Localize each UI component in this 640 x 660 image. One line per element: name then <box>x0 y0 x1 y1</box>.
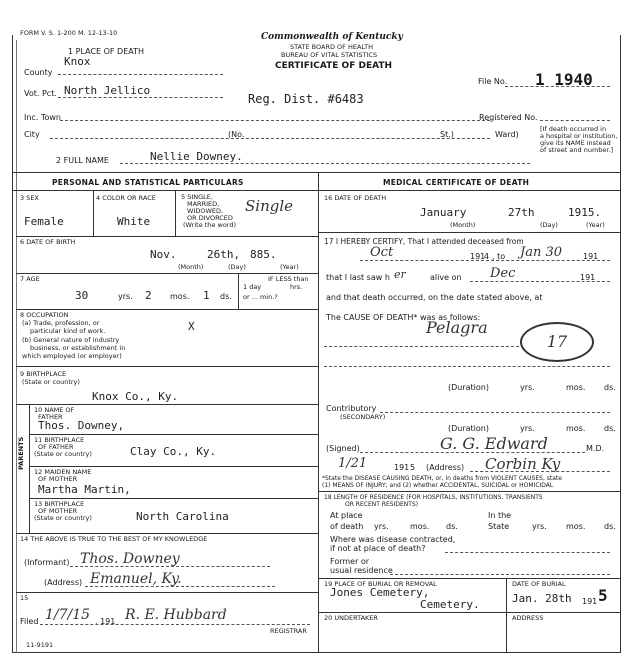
medical-address-line <box>470 471 610 472</box>
st-label: St.) <box>440 130 454 139</box>
row-rule-7 <box>29 466 318 467</box>
former-usual-2: usual residence <box>330 566 393 575</box>
signed-year: 191 <box>394 463 410 472</box>
occ-b2: business, or establishment in <box>30 344 126 352</box>
vot-prec-value: North Jellico <box>64 84 151 97</box>
right-row-rule-4 <box>318 612 620 613</box>
right-row-rule-3 <box>318 578 620 579</box>
cause-line-1 <box>324 346 519 347</box>
full-name-label: 2 FULL NAME <box>56 156 109 165</box>
cause-label: The CAUSE OF DEATH* was as follows: <box>326 313 481 322</box>
md-label: M.D. <box>586 444 605 453</box>
row-rule-6 <box>29 434 318 435</box>
row-rule-3 <box>16 309 318 310</box>
filed-line <box>40 624 310 625</box>
ward-label: Ward) <box>495 130 519 139</box>
dob-day-label: (Day) <box>228 263 246 271</box>
section-head-rule <box>12 190 621 191</box>
filed-prefix: Filed <box>20 617 39 626</box>
attended-to-year: 191 <box>583 252 599 261</box>
footnote-1: *State the DISEASE CAUSING DEATH, or, in deaths from VIOLENT CAUSES, state <box>322 475 562 482</box>
personal-section-title: PERSONAL AND STATISTICAL PARTICULARS <box>52 178 244 187</box>
marital-value: Single <box>245 197 294 215</box>
full-name-line <box>120 163 530 164</box>
city-line <box>50 138 490 139</box>
attended-from-year: 191 <box>470 252 486 261</box>
left-strip-line <box>16 40 17 653</box>
cause-circle: 17 <box>520 322 594 362</box>
duration-label-1: (Duration) <box>448 383 489 392</box>
row-rule-4 <box>16 366 318 367</box>
informant-line <box>70 566 270 567</box>
residence-label: 18 LENGTH OF RESIDENCE (FOR HOSPITALS, INSTITUTIONS, TRANSIENTS <box>324 494 543 501</box>
age-years: 30 <box>75 289 89 302</box>
dob-month: Nov. <box>150 248 177 261</box>
father-name-value: Thos. Downey, <box>38 419 125 432</box>
left-border <box>12 35 13 653</box>
burial-date-year-digit: 5 <box>598 586 608 605</box>
bottom-border <box>12 652 621 653</box>
less-than-4: or ... min.? <box>243 293 278 301</box>
res-mos-1: mos. <box>410 522 430 531</box>
birthplace-label: 9 BIRTHPLACE <box>20 370 67 378</box>
date-of-death-label: 16 DATE OF DEATH <box>324 194 387 202</box>
burial-date-value: Jan. 28th <box>512 592 572 605</box>
alive-line <box>470 281 610 282</box>
occupation-value: X <box>188 320 195 333</box>
dob-year-label: (Year) <box>280 263 299 271</box>
residence-label-2: OR RECENT RESIDENTS) <box>345 501 419 508</box>
sex-value: Female <box>24 215 64 228</box>
certify-text: 17 I HEREBY CERTIFY, That I attended deceased from <box>324 237 524 246</box>
duration-yrs-1: yrs. <box>520 383 535 392</box>
mother-name-label-1: 12 MAIDEN NAME <box>34 468 92 476</box>
at-place-label: At place <box>330 511 363 520</box>
if-not-at-place: if not at place of death? <box>330 544 426 553</box>
registrar-signature: R. E. Hubbard <box>125 607 227 623</box>
county-value: Knox <box>64 55 91 68</box>
informant-value: Thos. Downey <box>80 551 180 567</box>
father-birth-label-1: 11 BIRTHPLACE <box>34 436 85 444</box>
attended-from-digit: 4 <box>484 252 490 261</box>
bureau-title: BUREAU OF VITAL STATISTICS <box>281 51 378 59</box>
occ-b3: which employed (or employer) <box>22 352 122 360</box>
true-label: 14 THE ABOVE IS TRUE TO THE BEST OF MY KNOWLEDGE <box>20 535 208 543</box>
duration-mos-1: mos. <box>566 383 586 392</box>
secondary-label: (SECONDARY) <box>340 413 386 421</box>
cause-value: Pelagra <box>426 318 488 337</box>
informant-address-value: Emanuel, Ky. <box>90 571 182 587</box>
color-divider <box>175 190 176 236</box>
county-label: County <box>24 68 53 77</box>
father-name-label-1: 10 NAME OF <box>34 406 75 414</box>
hospital-note-2: a hospital or institution, <box>540 132 618 140</box>
age-months: 2 <box>145 289 152 302</box>
age-mos-label: mos. <box>170 292 190 301</box>
occ-a: (a) Trade, profession, or <box>22 319 100 327</box>
mother-birth-label-2: OF MOTHER <box>38 507 78 515</box>
inc-town-line <box>60 120 490 121</box>
burial-date-label: DATE OF BURIAL <box>512 580 566 588</box>
duration-ds-2: ds. <box>604 424 616 433</box>
mother-birth-label-1: 13 BIRTHPLACE <box>34 500 85 508</box>
less-than-3: hrs. <box>290 283 303 291</box>
father-birth-value: Clay Co., Ky. <box>130 445 217 458</box>
burial-value: Jones Cemetery, <box>330 586 430 599</box>
former-usual-1: Former or <box>330 557 370 566</box>
marital-label-1: 5 SINGLE, <box>181 193 213 201</box>
filed-date: 1/7/15 <box>45 607 91 623</box>
signed-year-digit: 5 <box>410 463 416 472</box>
county-line <box>58 74 223 75</box>
hospital-note-4: of street and number.] <box>540 146 614 154</box>
right-row-rule-1 <box>318 232 620 233</box>
signed-line <box>360 452 585 453</box>
right-border <box>620 35 621 653</box>
registered-no-label: Registered No. <box>479 113 538 122</box>
marital-label-2: MARRIED, <box>187 200 220 208</box>
filed-number: 15 <box>20 594 29 602</box>
birthplace-value: Knox Co., Ky. <box>92 390 179 403</box>
of-death-label: of death <box>330 522 364 531</box>
age-days: 1 <box>203 289 210 302</box>
parents-divider <box>29 404 30 534</box>
vot-prec-label: Vot. Pct. <box>24 89 57 98</box>
dob-day: 26th, <box>207 248 241 261</box>
mother-birth-label-3: (State or country) <box>34 514 92 522</box>
state-label: State <box>488 522 510 531</box>
dod-month-label: (Month) <box>450 221 476 229</box>
cause-line-2 <box>324 366 610 367</box>
burial-date-year: 191 <box>582 597 598 606</box>
hospital-note-3: give its NAME instead <box>540 139 611 147</box>
row-rule-5 <box>16 404 318 405</box>
date-of-death-month: January <box>420 206 467 219</box>
father-name-label-2: FATHER <box>38 413 63 421</box>
state-title: Commonwealth of Kentucky <box>261 32 403 42</box>
signed-value: G. G. Edward <box>440 434 548 453</box>
undertaker-label: 20 UNDERTAKER <box>324 614 378 622</box>
no-label: (No. <box>228 130 245 139</box>
alive-year: 191 <box>580 273 596 282</box>
attended-from: Oct <box>370 245 394 260</box>
res-mos-2: mos. <box>566 522 586 531</box>
parents-label: PARENTS <box>17 436 25 470</box>
duration-label-2: (Duration) <box>448 424 489 433</box>
color-value: White <box>117 215 151 228</box>
signed-date: 1/21 <box>338 456 368 471</box>
mother-name-label-2: OF MOTHER <box>38 475 78 483</box>
occ-a2: particular kind of work. <box>30 327 106 335</box>
row-rule-10 <box>16 592 318 593</box>
city-label: City <box>24 130 40 139</box>
less-than-1: IF LESS than <box>268 275 309 283</box>
contributory-line <box>380 412 610 413</box>
color-label: 4 COLOR OR RACE <box>96 194 156 202</box>
age-label: 7 AGE <box>20 275 40 283</box>
last-saw-her: er <box>394 268 406 281</box>
dob-label: 6 DATE OF BIRTH <box>20 238 76 246</box>
marital-label-4: OR DIVORCED <box>187 214 233 222</box>
age-divider <box>238 273 239 309</box>
informant-address-label: (Address) <box>44 578 83 587</box>
dob-month-label: (Month) <box>178 263 204 271</box>
mother-birth-value: North Carolina <box>136 510 229 523</box>
hospital-note-1: [If death occurred in <box>540 125 607 133</box>
footnote-2: (1) MEANS OF INJURY; and (2) whether ACCIDENTAL, SUICIDAL or HOMICIDAL <box>322 482 554 489</box>
father-birth-label-3: (State or country) <box>34 450 92 458</box>
vot-prec-line <box>58 97 223 98</box>
res-yrs-2: yrs. <box>532 522 547 531</box>
death-occurred-text: and that death occurred, on the date stated above, at <box>326 293 543 302</box>
inc-town-label: Inc. Town <box>24 113 61 122</box>
duration-yrs-2: yrs. <box>520 424 535 433</box>
place-of-death-label: 1 PLACE OF DEATH <box>68 47 145 56</box>
sex-divider <box>93 190 94 236</box>
attended-to: Jan 30 <box>520 245 563 260</box>
contracted-line <box>445 552 610 553</box>
duration-mos-2: mos. <box>566 424 586 433</box>
where-contracted: Where was disease contracted, <box>330 535 456 544</box>
registered-no-line <box>540 120 610 121</box>
section-top-rule <box>12 172 621 173</box>
row-rule-9 <box>16 533 318 534</box>
alive-on-label: alive on <box>430 273 462 282</box>
medical-section-title: MEDICAL CERTIFICATE OF DEATH <box>383 178 530 187</box>
marital-label-5: (Write the word) <box>183 221 237 229</box>
informant-label: (Informant) <box>24 558 70 567</box>
certificate-title: CERTIFICATE OF DEATH <box>275 61 393 71</box>
registrar-label: REGISTRAR <box>270 627 307 635</box>
age-ds-label: ds. <box>220 292 232 301</box>
file-no-line <box>505 86 610 87</box>
dod-year-label: (Year) <box>586 221 605 229</box>
dod-day-label: (Day) <box>540 221 558 229</box>
medical-address-value: Corbin Ky <box>485 455 561 473</box>
attended-line <box>360 260 610 261</box>
full-name-value: Nellie Downey. <box>150 150 243 163</box>
sex-label: 3 SEX <box>20 194 39 202</box>
burial-divider <box>506 578 507 652</box>
alive-on-value: Dec <box>490 266 516 281</box>
attended-to-label: , to <box>492 252 506 261</box>
signed-label: (Signed) <box>326 444 360 453</box>
file-no-value: 1 1940 <box>535 70 593 89</box>
middle-divider <box>318 172 319 652</box>
contributory-label: Contributory <box>326 404 377 413</box>
right-row-rule-2 <box>318 491 620 492</box>
father-birth-label-2: OF FATHER <box>38 443 74 451</box>
dob-year: 885. <box>250 248 277 261</box>
occupation-label: 8 OCCUPATION <box>20 311 69 319</box>
undertaker-address-label: ADDRESS <box>512 614 544 622</box>
filed-year: , 191 <box>95 617 116 626</box>
burial-value-2: Cemetery. <box>420 598 480 611</box>
row-rule-1 <box>16 236 318 237</box>
last-saw-label: that I last saw h <box>326 273 390 282</box>
res-yrs-1: yrs. <box>374 522 389 531</box>
less-than-2: 1 day <box>243 283 262 291</box>
board-title: STATE BOARD OF HEALTH <box>290 43 374 51</box>
occ-b: (b) General nature of industry <box>22 336 120 344</box>
bottom-code: 11-9191 <box>26 641 54 649</box>
age-yrs-label: yrs. <box>118 292 133 301</box>
birthplace-sub: (State or country) <box>22 378 80 386</box>
in-the-label: In the <box>488 511 512 520</box>
res-ds-2: ds. <box>604 522 616 531</box>
former-line <box>390 574 610 575</box>
file-no-label: File No. <box>478 77 508 86</box>
reg-dist: Reg. Dist. #6483 <box>248 92 364 106</box>
form-code: FORM V. S. 1-200 M. 12-13-10 <box>20 29 118 37</box>
res-ds-1: ds. <box>446 522 458 531</box>
marital-label-3: WIDOWED, <box>187 207 224 215</box>
duration-ds-1: ds. <box>604 383 616 392</box>
informant-address-line <box>85 586 275 587</box>
row-rule-2 <box>16 273 318 274</box>
medical-address-label: (Address) <box>426 463 465 472</box>
mother-name-value: Martha Martin, <box>38 483 131 496</box>
row-rule-8 <box>29 498 318 499</box>
date-of-death-year: 1915. <box>568 206 602 219</box>
date-of-death-day: 27th <box>508 206 535 219</box>
burial-label: 19 PLACE OF BURIAL OR REMOVAL <box>324 580 437 588</box>
